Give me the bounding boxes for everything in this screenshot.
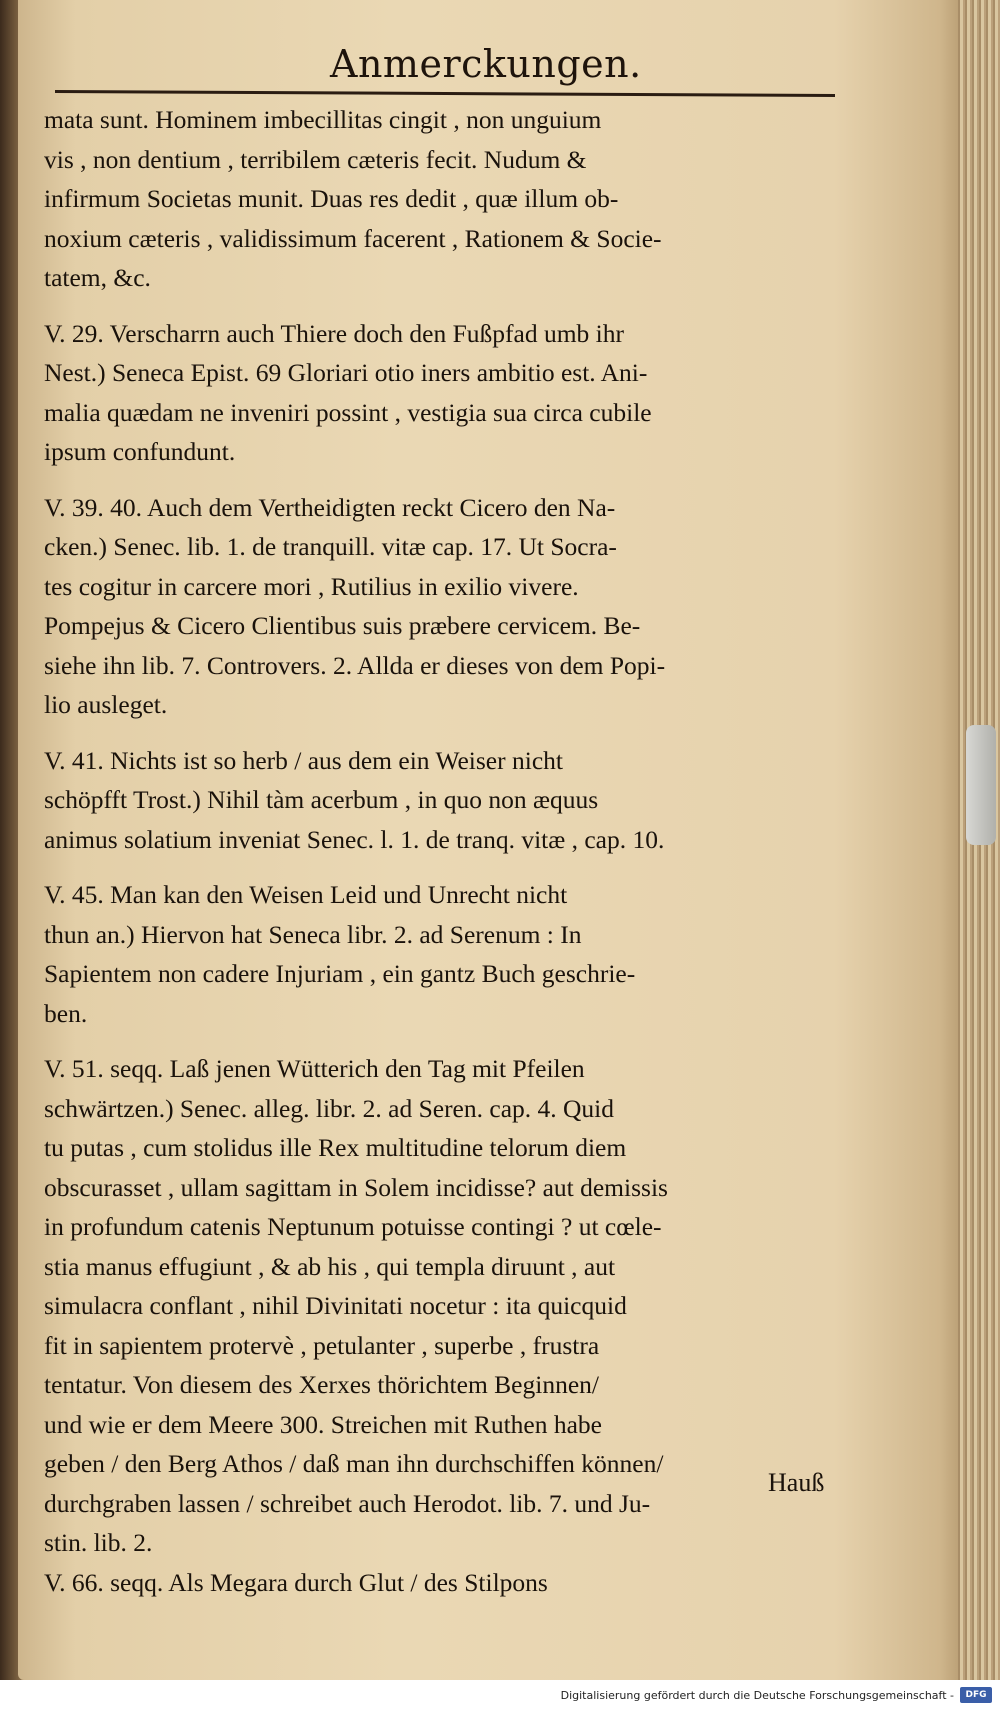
text-line: simulacra conflant , nihil Divinitati nocetur : ita quicquid (44, 1291, 627, 1320)
text-line: mata sunt. Hominem imbecillitas cingit , non unguium (44, 105, 602, 134)
text-line: V. 41. Nichts ist so herb / aus dem ein Weiser nicht (44, 745, 563, 775)
text-line: tatem, &c. (44, 263, 151, 292)
digitization-footer (0, 1680, 1000, 1711)
page-clip (966, 725, 996, 845)
text-line: durchgraben lassen / schreibet auch Herodot. lib. 7. und Ju- (44, 1488, 651, 1518)
text-line: vis , non dentium , terribilem cæteris fecit. Nudum & (44, 144, 587, 174)
text-line: V. 29. Verscharrn auch Thiere doch den Fußpfad umb ihr (44, 318, 624, 348)
text-line: Sapientem non cadere Injuriam , ein gantz Buch geschrie- (44, 959, 636, 988)
text-line: V. 51. seqq. Laß jenen Wütterich den Tag mit Pfeilen (44, 1054, 585, 1083)
text-line: lio ausleget. (44, 690, 168, 719)
dfg-logo: DFG (960, 1687, 992, 1703)
text-line: obscurasset , ullam sagittam in Solem incidisse? aut demissis (44, 1172, 668, 1202)
text-line: Pompejus & Cicero Clientibus suis præbere cervicem. Be- (44, 611, 641, 640)
text-line: thun an.) Hiervon hat Seneca libr. 2. ad Serenum : In (44, 919, 582, 949)
text-line: tu putas , cum stolidus ille Rex multitudine telorum diem (44, 1133, 627, 1162)
text-line: geben / den Berg Athos / daß man ihn durchschiffen können/ (44, 1449, 664, 1478)
text-line: Nest.) Seneca Epist. 69 Gloriari otio iners ambitio est. Ani- (44, 358, 648, 387)
text-line: V. 45. Man kan den Weisen Leid und Unrecht nicht (44, 880, 568, 909)
text-line: cken.) Senec. lib. 1. de tranquill. vitæ cap. 17. Ut Socra- (44, 532, 617, 561)
text-line: stin. lib. 2. (44, 1528, 153, 1557)
paragraph-7 (44, 1563, 844, 1603)
text-line: ben. (44, 998, 88, 1028)
paragraph-1 (44, 100, 844, 298)
text-line: und wie er dem Meere 300. Streichen mit Ruthen habe (44, 1409, 602, 1439)
text-line: V. 39. 40. Auch dem Vertheidigten reckt Cicero den Na- (44, 492, 616, 522)
running-header: Anmerckungen. (330, 42, 642, 86)
text-line: schwärtzen.) Senec. alleg. libr. 2. ad Seren. cap. 4. Quid (44, 1093, 615, 1123)
text-line: ipsum confundunt. (44, 437, 236, 466)
text-line: fit in sapientem protervè , petulanter , superbe , frustra (44, 1330, 600, 1360)
text-line: animus solatium inveniat Senec. l. 1. de tranq. vitæ , cap. 10. (44, 824, 665, 854)
footer-credit: Digitalisierung gefördert durch die Deutsche Forschungsgemeinschaft - (560, 1689, 954, 1702)
text-line: in profundum catenis Neptunum potuisse contingi ? ut cœle- (44, 1212, 662, 1241)
text-line: stia manus effugiunt , & ab his , qui templa diruunt , aut (44, 1251, 616, 1281)
text-line: siehe ihn lib. 7. Controvers. 2. Allda er dieses von dem Popi- (44, 650, 666, 680)
catchword: Hauß (768, 1468, 825, 1497)
text-line: malia quædam ne inveniri possint , vestigia sua circa cubile (44, 397, 652, 427)
paragraph-5 (44, 875, 844, 1033)
text-line: infirmum Societas munit. Duas res dedit , quæ illum ob- (44, 184, 619, 213)
paragraph-4 (44, 741, 844, 860)
paragraph-6 (44, 1049, 844, 1563)
paragraph-2 (44, 314, 844, 472)
page-edges (958, 0, 1000, 1700)
text-line: schöpfft Trost.) Nihil tàm acerbum , in quo non æquus (44, 785, 599, 814)
text-line: noxium cæteris , validissimum facerent , Rationem & Socie- (44, 223, 662, 253)
text-line: tes cogitur in carcere mori , Rutilius in exilio vivere. (44, 571, 579, 601)
text-line: tentatur. Von diesem des Xerxes thörichtem Beginnen/ (44, 1370, 599, 1399)
paragraph-3 (44, 488, 844, 725)
page-body (44, 100, 844, 1602)
text-line: V. 66. seqq. Als Megara durch Glut / des Stilpons (44, 1567, 548, 1597)
